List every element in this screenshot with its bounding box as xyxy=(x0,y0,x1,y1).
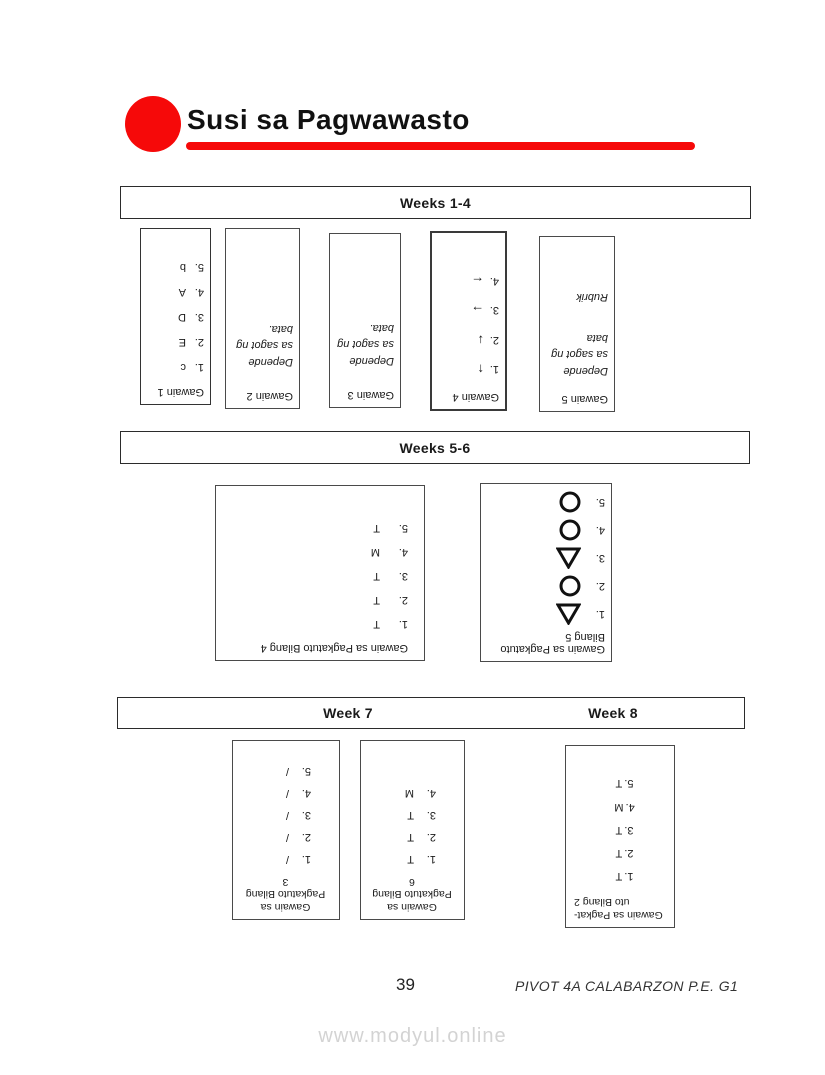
item-number: 2. xyxy=(398,593,408,606)
box-title-line: Gawain sa Pagkat- xyxy=(574,909,663,921)
item-answer: T xyxy=(407,831,414,844)
item-number: 1. xyxy=(194,360,204,373)
left-arrow-icon: ← xyxy=(471,274,484,290)
answer-item xyxy=(571,870,668,882)
answer-box-gawain-3 xyxy=(329,233,401,408)
note-line: Depende xyxy=(349,354,394,367)
section-header-weeks-5-6 xyxy=(120,431,750,464)
box-title xyxy=(571,896,668,921)
answer-box-gawain-4 xyxy=(430,231,507,411)
red-bullet-icon xyxy=(125,96,181,152)
box-title: Gawain 1 xyxy=(157,386,204,398)
answer-item-shape xyxy=(486,575,605,597)
box-title-line: Bilang 5 xyxy=(565,630,605,643)
item-answer: T xyxy=(373,521,380,534)
box-title-line: 6 xyxy=(409,875,415,888)
answer-item-shape xyxy=(486,547,605,569)
answer-item xyxy=(437,274,499,288)
item-number: 1. xyxy=(301,853,311,866)
answer-item xyxy=(366,809,458,821)
check-slash: / xyxy=(285,809,289,822)
box-note xyxy=(231,320,293,370)
down-arrow-icon: ↓ xyxy=(477,332,484,348)
answer-item xyxy=(146,260,204,272)
answer-item-shape xyxy=(486,603,605,625)
box-title xyxy=(238,875,333,913)
box-title: Gawain sa Pagkatuto Bilang 4 xyxy=(260,642,408,654)
note-line: bata. xyxy=(268,322,293,335)
item-number: 5. xyxy=(398,521,408,534)
item-number: 2. xyxy=(194,335,204,348)
note-line: sa sagot ng xyxy=(236,339,293,352)
item-number: 3. xyxy=(301,809,311,822)
answer-box-gawain-1 xyxy=(140,228,211,405)
answer-item xyxy=(146,286,204,298)
box-title: Gawain 4 xyxy=(452,391,499,403)
item-number: 5. xyxy=(624,777,634,790)
box-title-line: 3 xyxy=(282,875,289,888)
item-answer: D xyxy=(178,310,186,323)
item-number: 1. xyxy=(595,607,605,620)
item-number: 1. xyxy=(624,869,634,882)
page-number: 39 xyxy=(396,975,415,994)
box-note xyxy=(545,329,608,379)
section-header-weeks-7-8 xyxy=(117,697,745,729)
section-header-label: Weeks 5-6 xyxy=(399,439,471,456)
answer-item xyxy=(146,361,204,373)
item-number: 1. xyxy=(426,853,436,866)
note-line: sa sagot ng xyxy=(337,338,394,351)
item-answer: T xyxy=(615,846,623,859)
answer-item xyxy=(146,336,204,348)
up-arrow-icon: ↑ xyxy=(477,361,484,377)
answer-item xyxy=(366,831,458,843)
item-answer: T xyxy=(373,593,380,606)
item-number: 4. xyxy=(301,786,311,799)
answer-item xyxy=(571,824,668,836)
check-slash: / xyxy=(285,853,289,866)
answer-item xyxy=(571,777,668,789)
triangle-icon xyxy=(556,547,581,569)
note-line: bata. xyxy=(369,321,394,334)
answer-item xyxy=(437,362,499,376)
answer-item xyxy=(238,809,333,821)
check-slash: / xyxy=(285,831,289,844)
answer-box-gawain-5 xyxy=(539,236,615,412)
answer-item-shape xyxy=(486,491,605,513)
item-number: 3. xyxy=(624,823,634,836)
section-header-label: Weeks 1-4 xyxy=(400,194,471,211)
check-slash: / xyxy=(285,786,289,799)
box-note xyxy=(335,319,394,369)
week-7-label: Week 7 xyxy=(323,705,373,721)
item-number: 2. xyxy=(595,579,605,592)
item-number: 4. xyxy=(625,800,635,813)
item-number: 4. xyxy=(194,285,204,298)
answer-box-pagkatuto-bilang-5 xyxy=(480,483,612,662)
answer-item xyxy=(238,831,333,843)
box-title xyxy=(366,875,458,913)
answer-box-pagkatuto-bilang-2 xyxy=(565,745,675,928)
item-number: 4. xyxy=(595,523,605,536)
answer-box-pagkatuto-bilang-4 xyxy=(215,485,425,661)
box-title-line: uto Bilang 2 xyxy=(574,896,630,909)
item-number: 4. xyxy=(398,545,408,558)
answer-item xyxy=(571,800,668,812)
item-number: 5. xyxy=(595,495,605,508)
note-line: Depende xyxy=(563,364,608,377)
answer-item xyxy=(238,853,333,865)
week-8-label: Week 8 xyxy=(588,705,638,721)
item-number: 4. xyxy=(489,274,499,287)
watermark: www.modyul.online xyxy=(318,1025,507,1047)
note-line: bata xyxy=(586,331,608,344)
footer-module-label: PIVOT 4A CALABARZON P.E. G1 xyxy=(515,978,739,994)
right-arrow-icon: → xyxy=(471,303,484,319)
item-number: 2. xyxy=(624,846,634,859)
item-number: 3. xyxy=(426,809,436,822)
item-answer: T xyxy=(407,809,414,822)
box-title-line: Gawain sa xyxy=(387,901,437,913)
item-answer: E xyxy=(178,335,186,348)
item-answer: T xyxy=(615,823,623,836)
item-number: 3. xyxy=(398,569,408,582)
answer-box-pagkatuto-bilang-3 xyxy=(232,740,340,920)
answer-item xyxy=(221,594,408,606)
box-title: Gawain 3 xyxy=(347,389,394,401)
box-title-line: Pagkatuto Bilang xyxy=(245,888,326,901)
note-line: Depende xyxy=(248,355,293,368)
page-title: Susi sa Pagwawasto xyxy=(187,104,470,135)
section-header-weeks-1-4 xyxy=(120,186,751,219)
circle-icon xyxy=(559,575,581,597)
answer-item xyxy=(146,311,204,323)
answer-item xyxy=(437,332,499,346)
item-answer: c xyxy=(180,360,186,373)
item-number: 3. xyxy=(595,551,605,564)
item-answer: b xyxy=(179,260,186,273)
answer-item xyxy=(366,787,458,799)
rubric-note: Rubrik xyxy=(576,291,608,304)
answer-item xyxy=(221,546,408,558)
note-line: sa sagot ng xyxy=(551,348,608,361)
item-answer: M xyxy=(370,545,380,558)
item-number: 1. xyxy=(398,617,408,630)
answer-item xyxy=(437,303,499,317)
item-number: 2. xyxy=(489,333,499,346)
item-answer: T xyxy=(373,569,380,582)
item-answer: T xyxy=(407,853,414,866)
answer-item xyxy=(221,570,408,582)
box-title-line: Gawain sa Pagkatuto xyxy=(500,643,605,655)
box-title-line: Gawain sa xyxy=(260,901,311,913)
item-number: 4. xyxy=(426,786,436,799)
item-answer: A xyxy=(178,285,186,298)
box-title-line: Pagkatuto Bilang xyxy=(372,888,452,901)
item-number: 5. xyxy=(194,260,204,273)
item-answer: M xyxy=(404,786,414,799)
item-number: 3. xyxy=(489,304,499,317)
item-number: 1. xyxy=(489,362,499,375)
answer-item xyxy=(366,853,458,865)
box-title: Gawain 5 xyxy=(561,393,608,405)
answer-box-pagkatuto-bilang-6 xyxy=(360,740,465,920)
item-answer: T xyxy=(373,617,380,630)
answer-item xyxy=(238,787,333,799)
box-title: Gawain 2 xyxy=(246,390,293,402)
box-title xyxy=(486,631,605,655)
check-slash: / xyxy=(285,764,289,777)
answer-item xyxy=(221,618,408,630)
item-number: 5. xyxy=(301,764,311,777)
item-number: 2. xyxy=(426,831,436,844)
circle-icon xyxy=(559,519,581,541)
item-number: 3. xyxy=(194,310,204,323)
red-underline xyxy=(186,142,695,150)
answer-box-gawain-2 xyxy=(225,228,300,409)
circle-icon xyxy=(559,491,581,513)
item-answer: M xyxy=(614,800,624,813)
item-number: 2. xyxy=(301,831,311,844)
answer-item xyxy=(238,765,333,777)
answer-items xyxy=(571,777,668,881)
answer-item xyxy=(221,521,408,533)
item-answer: T xyxy=(615,777,623,790)
item-answer: T xyxy=(615,869,623,882)
answer-item-shape xyxy=(486,519,605,541)
answer-item xyxy=(571,847,668,859)
triangle-icon xyxy=(556,603,581,625)
